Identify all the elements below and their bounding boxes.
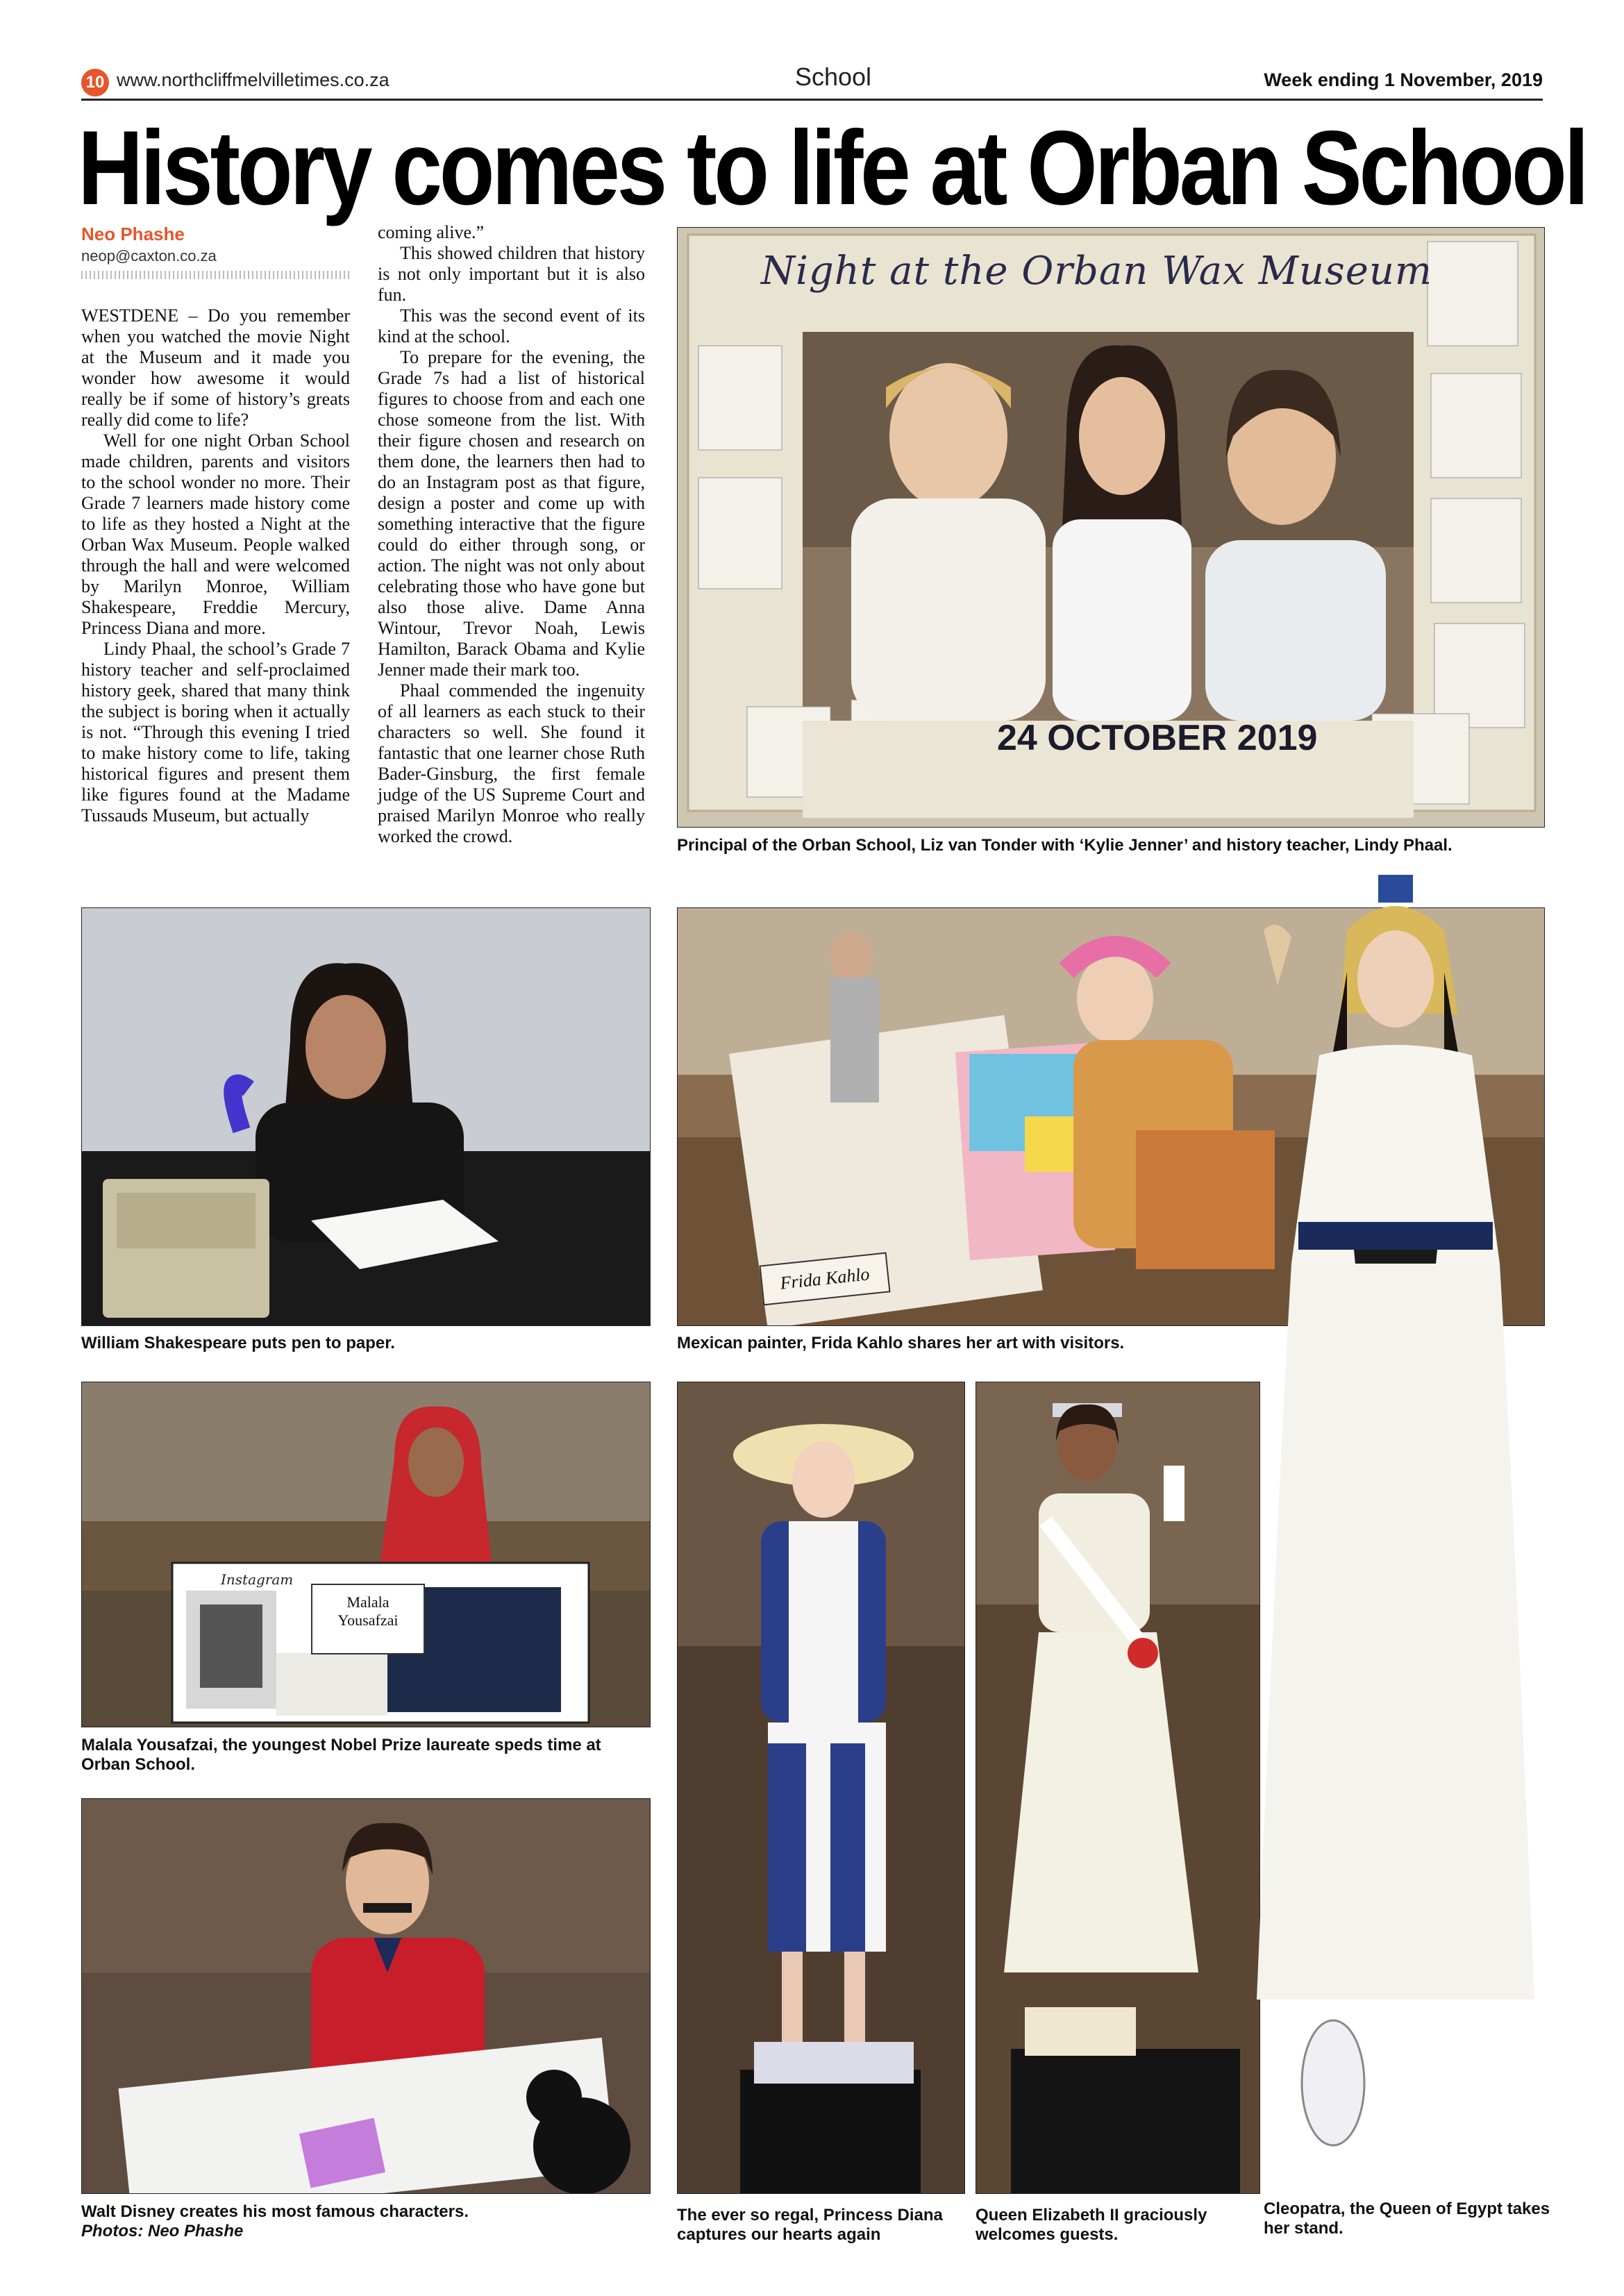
article-paragraph: Well for one night Orban School made children, parents and visitors to the school wonder no more. Their Grade 7 learners made history come to life as they hosted a Night at the Orban Wax Museum. People walked through the hall and were welcomed by Marilyn Monroe, William Shakespeare, Freddie Mercury, Princess Diana and more. <box>81 430 350 638</box>
headline: History comes to life at Orban School <box>78 109 1587 227</box>
malala-sign-line-2: Yousafzai <box>337 1611 399 1629</box>
page-number-badge: 10 <box>81 69 109 97</box>
photo-walt-disney <box>81 1798 651 2194</box>
photo-princess-diana <box>677 1382 965 2194</box>
photo-malala <box>81 1382 651 1727</box>
article-column-1 <box>81 305 350 826</box>
caption-diana: The ever so regal, Princess Diana captures our hearts again <box>677 2206 943 2244</box>
article-paragraph: To prepare for the evening, the Grade 7s had a list of historical figures to choose from and each one chose someone from the list. With their figure chosen and research on them done, the learners then had to do an Instagram post as that figure, design a poster and come up with something interactive that the figure could do either through song, or action. The night was not only about celebrating those who have gone but also those alive. Dame Anna Wintour, Trevor Noah, Lewis Hamilton, Barack Obama and Kylie Jenner made their mark too. <box>378 347 645 680</box>
caption-malala: Malala Yousafzai, the youngest Nobel Prize laureate speds time at Orban School. <box>81 1736 601 1774</box>
diana-scene <box>678 1382 965 2194</box>
caption-cleopatra: Cleopatra, the Queen of Egypt takes her stand. <box>1264 2199 1550 2238</box>
photo-shakespeare <box>81 907 651 1326</box>
photo-queen-elizabeth <box>976 1382 1260 2194</box>
caption-queen: Queen Elizabeth II graciously welcomes guests. <box>976 2206 1207 2244</box>
article-paragraph: WESTDENE – Do you remember when you watched the movie Night at the Museum and it made you wonder how awesome it would really be if some of history’s greats really did come to life? <box>81 305 350 430</box>
malala-scene <box>82 1382 651 1727</box>
frame-date: 24 OCTOBER 2019 <box>997 718 1318 758</box>
walt-disney-scene <box>82 1799 651 2194</box>
article-paragraph: This was the second event of its kind at the school. <box>378 305 645 346</box>
shakespeare-scene <box>82 908 651 1326</box>
instagram-label: Instagram <box>221 1571 294 1588</box>
issue-date: Week ending 1 November, 2019 <box>1264 69 1543 90</box>
author-email[interactable]: neop@caxton.co.za <box>81 247 217 265</box>
malala-sign <box>311 1584 425 1654</box>
site-url[interactable]: www.northcliffmelvilletimes.co.za <box>117 69 390 90</box>
caption-walt-disney-text: Walt Disney creates his most famous characters. <box>81 2202 469 2221</box>
caption-walt-disney <box>81 2202 651 2241</box>
article-paragraph: Lindy Phaal, the school’s Grade 7 history teacher and self-proclaimed history geek, shared that many think the subject is boring when it actually is not. “Through this evening I tried to make history come to life, taking historical figures and present them like figures found at the Madame Tussauds Museum, but actually <box>81 639 350 826</box>
caption-main: Principal of the Orban School, Liz van Tonder with ‘Kylie Jenner’ and history teacher, Lindy Phaal. <box>677 836 1453 855</box>
cleopatra-cutout <box>1250 875 1541 2159</box>
queen-scene <box>976 1382 1260 2194</box>
article-paragraph: coming alive.” <box>378 222 485 242</box>
article-column-2 <box>378 222 645 847</box>
photo-wax-museum-frame <box>677 227 1545 828</box>
frame-title: Night at the Orban Wax Museum <box>761 249 1433 294</box>
malala-sign-line-1: Malala <box>346 1593 390 1611</box>
caption-frida: Mexican painter, Frida Kahlo shares her art with visitors. <box>677 1334 1125 1352</box>
header-rule <box>81 99 1543 101</box>
byline-divider <box>81 271 352 279</box>
caption-shakespeare: William Shakespeare puts pen to paper. <box>81 1334 395 1352</box>
photo-credit: Photos: Neo Phashe <box>81 2222 244 2240</box>
author-byline: Neo Phashe <box>81 224 185 244</box>
article-paragraph: Phaal commended the ingenuity of all learners as each stuck to their characters so well. She found it fantastic that one learner chose Ruth Bader-Ginsburg, the first female judge of the US Supreme Court and praised Marilyn Monroe who really worked the crowd. <box>378 680 645 846</box>
section-name: School <box>794 62 872 91</box>
article-paragraph: This showed children that history is not only important but it is also fun. <box>378 243 645 305</box>
frida-sign: Frida Kahlo <box>759 1252 890 1306</box>
